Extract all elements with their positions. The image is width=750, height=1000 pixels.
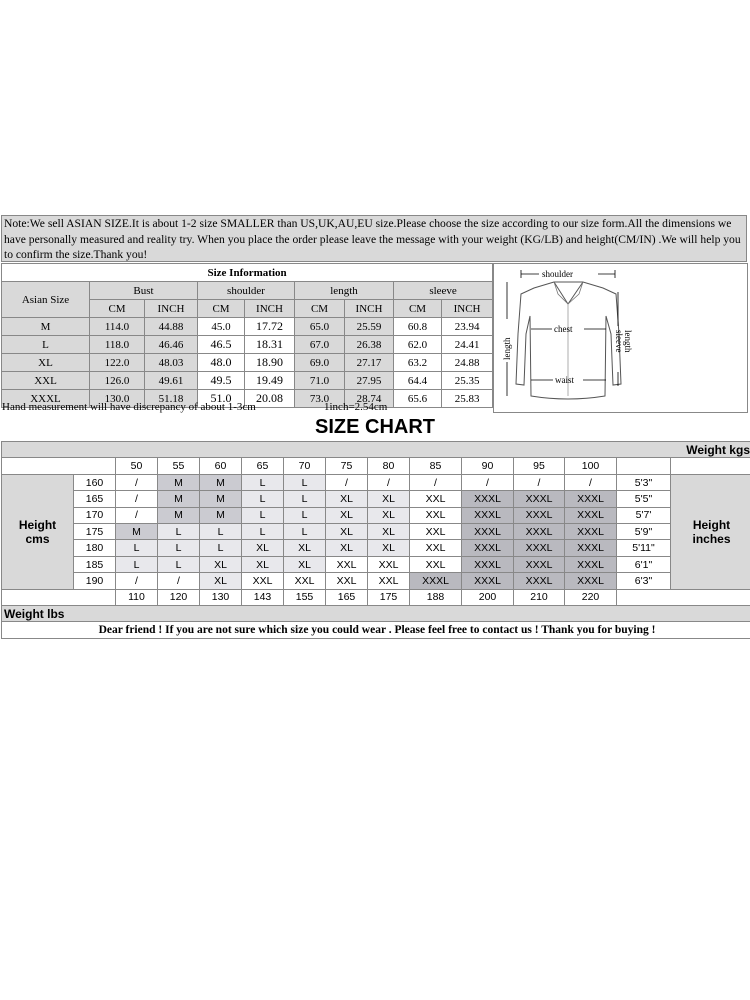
size-label: XXXL [2, 390, 90, 408]
height-inch-value: 5'5" [617, 491, 671, 507]
measurement-cell: 27.17 [345, 354, 394, 372]
measurement-cell: 51.0 [198, 390, 245, 408]
blank-cell [671, 458, 750, 474]
recommended-size-cell: L [242, 507, 284, 523]
recommended-size-cell: XXL [242, 573, 284, 589]
recommended-size-cell: L [158, 524, 200, 540]
length-label: length [502, 337, 512, 360]
measurement-cell: 20.08 [245, 390, 295, 408]
height-inch-value: 5'3" [617, 474, 671, 490]
recommended-size-cell: XL [326, 540, 368, 556]
recommended-size-cell: L [200, 524, 242, 540]
measurement-cell: 46.5 [198, 336, 245, 354]
recommended-size-cell: XXXL [514, 573, 565, 589]
recommended-size-cell: M [158, 474, 200, 490]
recommended-size-cell: L [158, 540, 200, 556]
recommended-size-cell: M [116, 524, 158, 540]
recommended-size-cell: M [200, 507, 242, 523]
sleeve-header: sleeve [394, 282, 493, 300]
height-cm-value: 165 [74, 491, 116, 507]
weight-kg-value: 100 [565, 458, 617, 474]
height-cm-value: 175 [74, 524, 116, 540]
recommended-size-cell: XL [284, 540, 326, 556]
weight-lbs-value: 220 [565, 589, 617, 605]
recommended-size-cell: M [200, 491, 242, 507]
contact-footer: Dear friend ! If you are not sure which size you could wear . Please feel free to contact us ! Thank you for buying ! [2, 622, 750, 639]
measurement-cell: 45.0 [198, 318, 245, 336]
bust-header: Bust [90, 282, 198, 300]
measurement-cell: 49.5 [198, 372, 245, 390]
height-cm-value: 180 [74, 540, 116, 556]
weight-kg-value: 90 [462, 458, 514, 474]
weight-lbs-value: 130 [200, 589, 242, 605]
recommended-size-cell: XXXL [565, 540, 617, 556]
inch-conversion-note: 1inch=2.54cm [324, 401, 388, 413]
recommended-size-cell: L [200, 540, 242, 556]
weight-lbs-value: 175 [368, 589, 410, 605]
recommended-size-cell: M [158, 507, 200, 523]
measurement-cell: 26.38 [345, 336, 394, 354]
weight-kg-value: 60 [200, 458, 242, 474]
measurement-cell: 63.2 [394, 354, 442, 372]
recommended-size-cell: L [284, 491, 326, 507]
measurement-cell: 28.74 [345, 390, 394, 408]
height-cm-value: 190 [74, 573, 116, 589]
unit-header: CM [90, 300, 145, 318]
unit-header: INCH [245, 300, 295, 318]
recommended-size-cell: XXL [368, 573, 410, 589]
measurement-cell: 18.31 [245, 336, 295, 354]
measurement-cell: 25.83 [442, 390, 493, 408]
waist-label: waist [555, 375, 574, 385]
recommended-size-cell: / [116, 507, 158, 523]
size-chart-row [2, 491, 750, 507]
recommended-size-cell: / [368, 474, 410, 490]
size-label: M [2, 318, 90, 336]
recommended-size-cell: XXXL [514, 507, 565, 523]
recommended-size-cell: XXL [410, 540, 462, 556]
recommended-size-cell: XXL [410, 524, 462, 540]
size-information-table [1, 263, 493, 408]
measurement-footer [1, 400, 492, 414]
recommended-size-cell: L [284, 474, 326, 490]
recommended-size-cell: XXXL [514, 491, 565, 507]
measurement-cell: 49.61 [145, 372, 198, 390]
recommended-size-cell: XL [368, 507, 410, 523]
recommended-size-cell: XXXL [565, 507, 617, 523]
recommended-size-cell: XXXL [462, 540, 514, 556]
recommended-size-cell: XL [200, 556, 242, 572]
measurement-cell: 25.59 [345, 318, 394, 336]
recommended-size-cell: M [200, 474, 242, 490]
recommended-size-cell: L [116, 540, 158, 556]
unit-header: INCH [345, 300, 394, 318]
size-chart-title: SIZE CHART [315, 416, 435, 438]
recommended-size-cell: M [158, 491, 200, 507]
length-header: length [295, 282, 394, 300]
recommended-size-cell: XXL [410, 507, 462, 523]
measurement-cell: 44.88 [145, 318, 198, 336]
recommended-size-cell: XXL [326, 573, 368, 589]
recommended-size-cell: L [284, 524, 326, 540]
recommended-size-cell: XXXL [565, 573, 617, 589]
weight-lbs-value: 200 [462, 589, 514, 605]
recommended-size-cell: XXL [368, 556, 410, 572]
height-inch-value: 5'11" [617, 540, 671, 556]
sleeve-label: sleeve [614, 330, 624, 353]
height-inch-value: 6'3" [617, 573, 671, 589]
measurement-cell: 25.35 [442, 372, 493, 390]
recommended-size-cell: / [158, 573, 200, 589]
recommended-size-cell: / [410, 474, 462, 490]
blank-cell [617, 458, 671, 474]
recommended-size-cell: / [116, 573, 158, 589]
measurement-cell: 24.41 [442, 336, 493, 354]
asian-size-header: Asian Size [2, 282, 90, 318]
measurement-cell: 48.0 [198, 354, 245, 372]
measurement-cell: 24.88 [442, 354, 493, 372]
recommended-size-cell: XXL [284, 573, 326, 589]
measurement-cell: 23.94 [442, 318, 493, 336]
recommended-size-cell: XXXL [514, 524, 565, 540]
recommended-size-cell: L [242, 491, 284, 507]
weight-lbs-value: 188 [410, 589, 462, 605]
measurement-cell: 60.8 [394, 318, 442, 336]
size-chart-row [2, 524, 750, 540]
weight-lbs-value: 165 [326, 589, 368, 605]
recommended-size-cell: XXXL [565, 491, 617, 507]
recommended-size-cell: / [514, 474, 565, 490]
recommended-size-cell: XXXL [462, 524, 514, 540]
recommended-size-cell: XXXL [462, 507, 514, 523]
measurement-cell: 65.0 [295, 318, 345, 336]
size-note: Note:We sell ASIAN SIZE.It is about 1-2 size SMALLER than US,UK,AU,EU size.Please choose the size according to our size form.All the dimensions we have personally measured and reality try. When you place the order please leave the message with your weight (KG/LB) and height(CM/IN) .We will help you to confirm the size.Thank you! [1, 215, 747, 262]
height-cm-value: 160 [74, 474, 116, 490]
recommended-size-cell: / [116, 491, 158, 507]
measurement-cell: 51.18 [145, 390, 198, 408]
recommended-size-cell: XXXL [462, 573, 514, 589]
measurement-cell: 17.72 [245, 318, 295, 336]
height-inch-value: 6'1" [617, 556, 671, 572]
measurement-cell: 18.90 [245, 354, 295, 372]
height-cm-value: 170 [74, 507, 116, 523]
recommended-size-cell: XL [368, 491, 410, 507]
height-inches-header: Height inches [671, 474, 750, 589]
shirt-outline-icon [494, 264, 749, 414]
recommended-size-cell: XXXL [514, 540, 565, 556]
unit-header: INCH [442, 300, 493, 318]
unit-header: INCH [145, 300, 198, 318]
recommended-size-cell: / [116, 474, 158, 490]
measurement-cell: 118.0 [90, 336, 145, 354]
size-chart-table [1, 441, 750, 639]
size-chart-row [2, 556, 750, 572]
weight-kg-value: 55 [158, 458, 200, 474]
weight-kg-value: 95 [514, 458, 565, 474]
recommended-size-cell: XXXL [514, 556, 565, 572]
size-info-row [2, 336, 493, 354]
blank-cell [2, 589, 116, 605]
size-info-title: Size Information [2, 264, 493, 282]
size-chart-row [2, 573, 750, 589]
size-info-row [2, 354, 493, 372]
size-info-row [2, 318, 493, 336]
weight-lbs-value: 210 [514, 589, 565, 605]
weight-kg-value: 75 [326, 458, 368, 474]
measurement-cell: 71.0 [295, 372, 345, 390]
recommended-size-cell: L [242, 474, 284, 490]
measurement-cell: 130.0 [90, 390, 145, 408]
recommended-size-cell: XL [326, 507, 368, 523]
recommended-size-cell: XL [326, 491, 368, 507]
weight-lbs-value: 143 [242, 589, 284, 605]
size-label: XL [2, 354, 90, 372]
height-inch-value: 5'7' [617, 507, 671, 523]
unit-header: CM [295, 300, 345, 318]
height-cms-header: Height cms [2, 474, 74, 589]
sleeve-length-label: length [623, 330, 633, 353]
recommended-size-cell: XXL [410, 556, 462, 572]
shoulder-label: shoulder [542, 269, 573, 279]
weight-kg-value: 70 [284, 458, 326, 474]
measurement-cell: 67.0 [295, 336, 345, 354]
recommended-size-cell: L [284, 507, 326, 523]
measurement-cell: 126.0 [90, 372, 145, 390]
measurement-cell: 73.0 [295, 390, 345, 408]
size-chart-row [2, 507, 750, 523]
recommended-size-cell: / [462, 474, 514, 490]
measurement-cell: 122.0 [90, 354, 145, 372]
recommended-size-cell: XXL [326, 556, 368, 572]
recommended-size-cell: XL [368, 540, 410, 556]
recommended-size-cell: XL [284, 556, 326, 572]
recommended-size-cell: XXL [410, 491, 462, 507]
recommended-size-cell: L [158, 556, 200, 572]
weight-kg-value: 50 [116, 458, 158, 474]
measurement-cell: 27.95 [345, 372, 394, 390]
chest-label: chest [554, 324, 573, 334]
size-chart-row [2, 474, 750, 490]
recommended-size-cell: XL [242, 540, 284, 556]
recommended-size-cell: XXXL [462, 491, 514, 507]
recommended-size-cell: XL [368, 524, 410, 540]
weight-lbs-value: 110 [116, 589, 158, 605]
recommended-size-cell: XL [326, 524, 368, 540]
measurement-cell: 65.6 [394, 390, 442, 408]
weight-lbs-value: 120 [158, 589, 200, 605]
shoulder-header: shoulder [198, 282, 295, 300]
measurement-cell: 48.03 [145, 354, 198, 372]
recommended-size-cell: XL [200, 573, 242, 589]
recommended-size-cell: / [565, 474, 617, 490]
recommended-size-cell: L [116, 556, 158, 572]
measurement-cell: 69.0 [295, 354, 345, 372]
recommended-size-cell: XL [242, 556, 284, 572]
weight-lbs-header: Weight lbs [2, 606, 750, 622]
weight-kg-value: 80 [368, 458, 410, 474]
height-inch-value: 5'9" [617, 524, 671, 540]
height-cm-value: 185 [74, 556, 116, 572]
unit-header: CM [198, 300, 245, 318]
recommended-size-cell: XXXL [565, 524, 617, 540]
recommended-size-cell: XXXL [410, 573, 462, 589]
blank-cell [617, 589, 750, 605]
measurement-cell: 46.46 [145, 336, 198, 354]
size-info-row [2, 372, 493, 390]
measurement-cell: 114.0 [90, 318, 145, 336]
size-label: L [2, 336, 90, 354]
size-chart-row [2, 540, 750, 556]
size-label: XXL [2, 372, 90, 390]
shirt-measurement-diagram [493, 263, 748, 413]
measurement-cell: 62.0 [394, 336, 442, 354]
blank-cell [2, 458, 116, 474]
weight-kg-value: 65 [242, 458, 284, 474]
recommended-size-cell: / [326, 474, 368, 490]
recommended-size-cell: L [242, 524, 284, 540]
discrepancy-note: Hand measurement will have discrepancy of about 1-3cm [2, 401, 256, 413]
weight-lbs-value: 155 [284, 589, 326, 605]
measurement-cell: 64.4 [394, 372, 442, 390]
recommended-size-cell: XXXL [462, 556, 514, 572]
weight-kgs-header: Weight kgs [2, 442, 750, 458]
unit-header: CM [394, 300, 442, 318]
measurement-cell: 19.49 [245, 372, 295, 390]
recommended-size-cell: XXXL [565, 556, 617, 572]
weight-kg-value: 85 [410, 458, 462, 474]
